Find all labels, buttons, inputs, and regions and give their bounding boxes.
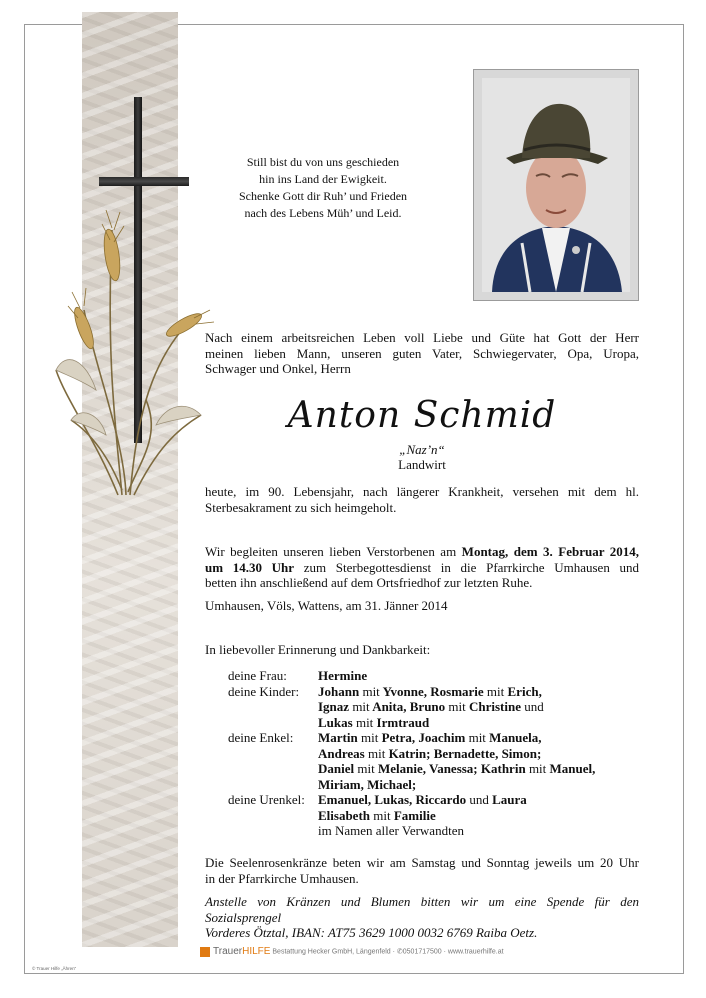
text-line: Nach einem arbeitsreichen Leben voll Liebe und Güte hat Gott der Herr (205, 330, 639, 345)
portrait-photo (482, 78, 630, 292)
text-line: betten ihn anschließend auf dem Ortsfriedhof zur letzten Ruhe. (205, 575, 533, 590)
text-line: Die Seelenrosenkränze beten wir am Samstag und Sonntag jeweils um 20 Uhr (205, 855, 639, 870)
deceased-name: Anton Schmid (287, 395, 557, 436)
family-label: deine Frau: (228, 668, 287, 683)
family-value: Miriam, Michael; (318, 776, 417, 792)
wheat-ears-icon (36, 200, 216, 500)
text-line: heute, im 90. Lebensjahr, nach längerer Krankheit, versehen mit dem hl. (205, 484, 639, 499)
verse-line: Still bist du von uns geschieden (246, 155, 400, 169)
death-notice-paragraph (205, 484, 639, 515)
funeral-paragraph (205, 544, 639, 591)
family-value: Martin mit Petra, Joachim mit Manuela, (318, 730, 542, 745)
place-date: Umhausen, Völs, Wattens, am 31. Jänner 2014 (205, 598, 448, 613)
family-value: Elisabeth mit Familie (318, 807, 436, 823)
text-line: Schwager und Onkel, Herrn (205, 361, 351, 376)
text-line (205, 544, 639, 560)
funeral-time: um 14.30 Uhr (205, 559, 295, 575)
deceased-nickname: „Naz’n“ (399, 442, 445, 457)
portrait-frame (473, 69, 639, 301)
intro-paragraph (205, 330, 639, 377)
family-label: deine Urenkel: (228, 792, 305, 807)
text-segment: Wir begleiten unseren lieben Verstorbenen am (205, 544, 462, 559)
text-segment: zum Sterbegottesdienst in die Pfarrkirche Umhausen und (294, 559, 639, 575)
cross-bar (99, 177, 189, 186)
family-label: deine Enkel: (228, 730, 294, 745)
text-line: Sterbesakrament zu sich heimgeholt. (205, 499, 397, 515)
family-value: im Namen aller Verwandten (318, 823, 464, 838)
verse-line: hin ins Land der Ewigkeit. (259, 172, 387, 186)
deceased-occupation: Landwirt (398, 457, 446, 472)
verse-line: Schenke Gott dir Ruh’ und Frieden (238, 189, 408, 203)
family-value: Johann mit Yvonne, Rosmarie mit Erich, (318, 683, 542, 699)
family-label: deine Kinder: (228, 683, 300, 699)
brand-name: TrauerHILFE (213, 946, 271, 957)
family-value: Ignaz mit Anita, Bruno mit Christine und (318, 699, 544, 714)
text-line: meinen lieben Mann, unseren guten Vater, Schwiegervater, Opa, Uropa, (205, 345, 639, 361)
text-line: in der Pfarrkirche Umhausen. (205, 870, 359, 886)
family-value: Daniel mit Melanie, Vanessa; Kathrin mit Manuel, (318, 761, 596, 776)
family-value: Andreas mit Katrin; Bernadette, Simon; (318, 745, 542, 761)
footer (200, 946, 504, 957)
family-value: Lukas mit Irmtraud (318, 714, 430, 730)
donation-paragraph (205, 894, 639, 941)
copyright-note: © Trauer Hilfe „Ähren“ (32, 966, 77, 971)
text-line: Vorderes Ötztal, IBAN: AT75 3629 1000 0032 6769 Raiba Oetz. (205, 925, 538, 940)
family-value: Emanuel, Lukas, Riccardo und Laura (318, 792, 527, 807)
trauerhilfe-logo-icon (200, 947, 210, 957)
funeral-date: Montag, dem 3. Februar 2014, (461, 544, 639, 559)
memorial-verse (216, 154, 430, 222)
verse-line: nach des Lebens Müh’ und Leid. (244, 206, 402, 220)
text-line (205, 560, 639, 576)
rosary-paragraph (205, 855, 639, 886)
gratitude-line: In liebevoller Erinnerung und Dankbarkeit: (205, 642, 431, 657)
family-value: Hermine (318, 668, 368, 683)
text-line: Anstelle von Kränzen und Blumen bitten wir um eine Spende für den Sozialsprengel (205, 894, 639, 925)
footer-contact: Bestattung Hecker GmbH, Längenfeld · ✆0501717500 · www.trauerhilfe.at (272, 948, 504, 956)
